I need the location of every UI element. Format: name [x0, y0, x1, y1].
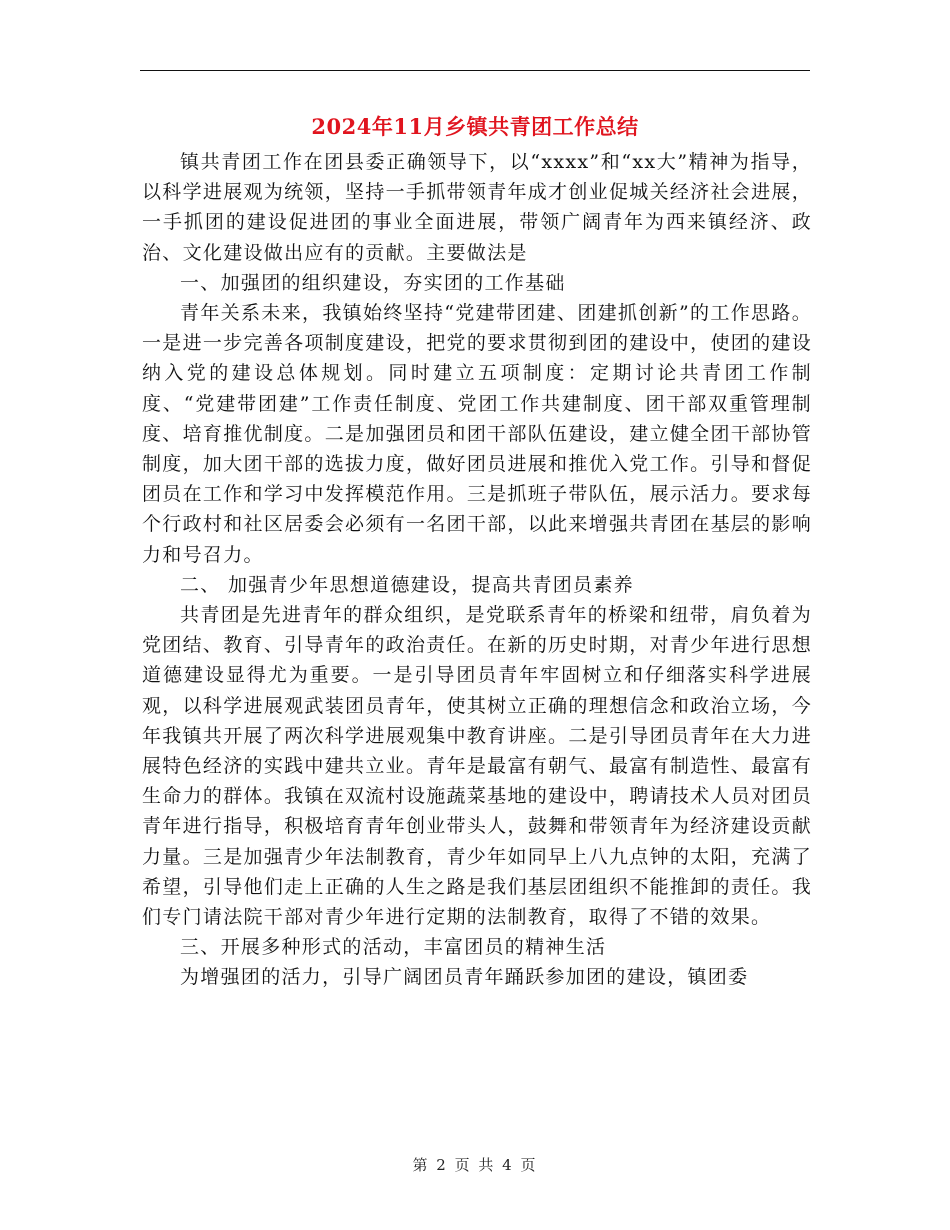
- page-number: 第 2 页 共 4 页: [412, 1156, 538, 1174]
- header-rule: [140, 70, 810, 71]
- section-heading-3: 三、开展多种形式的活动，丰富团员的精神生活: [180, 936, 607, 959]
- paragraph-intro: 镇共青团工作在团县委正确领导下，以“xxxx”和“xx大”精神为指导，以科学进展观为统领，坚持一手抓带领青年成才创业促城关经济社会进展，一手抓团的建设促进团的事业全面进展，带领广阔青年为西来镇经济、政治、文化建设做出应有的贡献。主要做法是: [142, 151, 812, 264]
- section-heading-2: 二、 加强青少年思想道德建设，提高共青团员素养: [180, 573, 634, 596]
- section-heading-1: 一、加强团的组织建设，夯实团的工作基础: [180, 271, 566, 294]
- paragraph-section-2: 共青团是先进青年的群众组织，是党联系青年的桥梁和纽带，肩负着为党团结、教育、引导青年的政治责任。在新的历史时期，对青少年进行思想道德建设显得尤为重要。一是引导团员青年牢固树立和仔细落实科学进展观，以科学进展观武装团员青年，使其树立正确的理想信念和政治立场，今年我镇共开展了两次科学进展观集中教育讲座。二是引导团员青年在大力进展特色经济的实践中建共立业。青年是最富有朝气、最富有制造性、最富有生命力的群体。我镇在双流村设施蔬菜基地的建设中，聘请技术人员对团员青年进行指导，积极培育青年创业带头人，鼓舞和带领青年为经济建设贡献力量。三是加强青少年法制教育，青少年如同早上八九点钟的太阳，充满了希望，引导他们走上正确的人生之路是我们基层团组织不能推卸的责任。我们专门请法院干部对青少年进行定期的法制教育，取得了不错的效果。: [142, 604, 812, 929]
- document-title: 2024年11月乡镇共青团工作总结: [311, 114, 639, 139]
- paragraph-section-3: 为增强团的活力，引导广阔团员青年踊跃参加团的建设，镇团委: [180, 966, 749, 989]
- document-body: [142, 147, 812, 993]
- paragraph-section-1: 青年关系未来，我镇始终坚持“党建带团建、团建抓创新”的工作思路。一是进一步完善各项制度建设，把党的要求贯彻到团的建设中，使团的建设纳入党的建设总体规划。同时建立五项制度：定期讨论共青团工作制度、“党建带团建”工作责任制度、党团工作共建制度、团干部双重管理制度、培育推优制度。二是加强团员和团干部队伍建设，建立健全团干部协管制度，加大团干部的选拔力度，做好团员进展和推优入党工作。引导和督促团员在工作和学习中发挥模范作用。三是抓班子带队伍，展示活力。要求每个行政村和社区居委会必须有一名团干部，以此来增强共青团在基层的影响力和号召力。: [142, 302, 812, 566]
